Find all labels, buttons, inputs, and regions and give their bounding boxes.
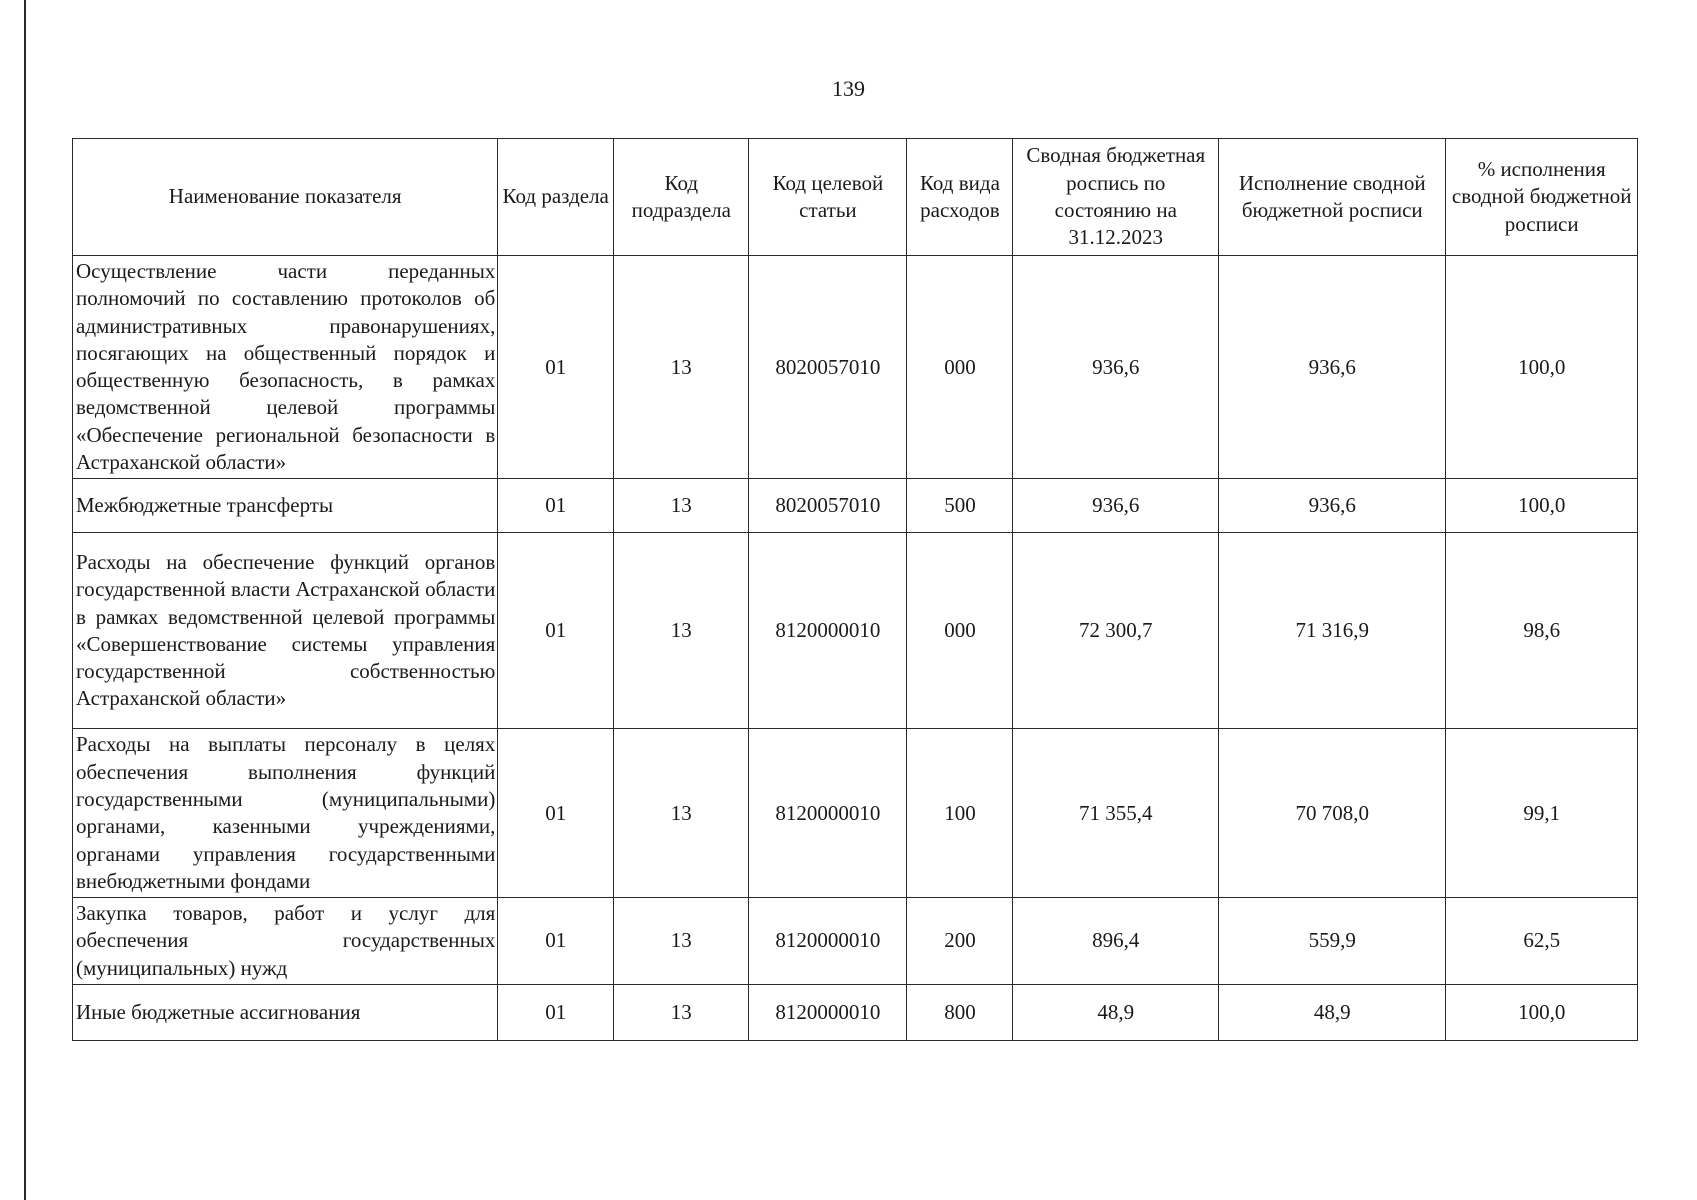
row-budget-execution: 936,6 [1219,479,1446,533]
row-section-code: 01 [498,533,614,729]
row-indicator-name: Осуществление части переданных полномочий по составлению протоколов об административных правонарушениях, посягающих на общественный порядок и общественную безопасность, в рамках ведомственной целевой программы «Обеспечение региональной безопасности в Астраханской области» [73,256,498,479]
row-indicator-name: Иные бюджетные ассигнования [73,985,498,1041]
table-row [73,479,1638,533]
row-execution-percent: 62,5 [1446,898,1638,985]
row-section-code: 01 [498,256,614,479]
row-expense-kind-code: 000 [907,256,1013,479]
row-budget-plan: 48,9 [1013,985,1219,1041]
row-expense-kind-code: 200 [907,898,1013,985]
header-budget-execution: Исполнение сводной бюджетной росписи [1219,139,1446,256]
row-subsection-code: 13 [614,985,749,1041]
row-subsection-code: 13 [614,533,749,729]
row-expense-kind-code: 500 [907,479,1013,533]
row-budget-execution: 936,6 [1219,256,1446,479]
header-budget-plan: Сводная бюджетная роспись по состоянию на 31.12.2023 [1013,139,1219,256]
header-expense-kind-code: Код вида расходов [907,139,1013,256]
row-indicator-name: Расходы на обеспечение функций органов государственной власти Астраханской области в рамках ведомственной целевой программы «Совершенствование системы управления государственной собственностью Астраханской области» [73,533,498,729]
row-budget-plan: 896,4 [1013,898,1219,985]
row-budget-execution: 70 708,0 [1219,729,1446,898]
row-target-article-code: 8120000010 [749,533,907,729]
budget-execution-table [72,138,1638,1041]
row-expense-kind-code: 000 [907,533,1013,729]
row-expense-kind-code: 100 [907,729,1013,898]
row-target-article-code: 8020057010 [749,479,907,533]
row-budget-plan: 71 355,4 [1013,729,1219,898]
row-subsection-code: 13 [614,256,749,479]
header-indicator-name: Наименование показателя [73,139,498,256]
header-subsection-code: Код подраздела [614,139,749,256]
row-indicator-name: Закупка товаров, работ и услуг для обеспечения государственных (муниципальных) нужд [73,898,498,985]
row-execution-percent: 99,1 [1446,729,1638,898]
row-target-article-code: 8120000010 [749,898,907,985]
row-target-article-code: 8120000010 [749,729,907,898]
row-target-article-code: 8120000010 [749,985,907,1041]
row-execution-percent: 100,0 [1446,985,1638,1041]
row-execution-percent: 100,0 [1446,479,1638,533]
header-execution-percent: % исполнения сводной бюджетной росписи [1446,139,1638,256]
row-target-article-code: 8020057010 [749,256,907,479]
header-section-code: Код раздела [498,139,614,256]
row-budget-plan: 72 300,7 [1013,533,1219,729]
row-budget-execution: 71 316,9 [1219,533,1446,729]
table-row [73,256,1638,479]
row-budget-execution: 48,9 [1219,985,1446,1041]
page-margin-rule [24,0,26,1200]
row-section-code: 01 [498,729,614,898]
page-number: 139 [832,76,865,101]
row-expense-kind-code: 800 [907,985,1013,1041]
row-budget-plan: 936,6 [1013,479,1219,533]
table-row [73,898,1638,985]
table-header-row [73,139,1638,256]
row-subsection-code: 13 [614,729,749,898]
row-section-code: 01 [498,898,614,985]
row-subsection-code: 13 [614,479,749,533]
row-subsection-code: 13 [614,898,749,985]
row-indicator-name: Расходы на выплаты персоналу в целях обеспечения выполнения функций государственными (муниципальными) органами, казенными учреждениями, органами управления государственными внебюджетными фондами [73,729,498,898]
row-indicator-name: Межбюджетные трансферты [73,479,498,533]
row-section-code: 01 [498,479,614,533]
table-row [73,533,1638,729]
row-section-code: 01 [498,985,614,1041]
table-row [73,729,1638,898]
header-target-article-code: Код целевой статьи [749,139,907,256]
row-budget-plan: 936,6 [1013,256,1219,479]
row-execution-percent: 100,0 [1446,256,1638,479]
row-execution-percent: 98,6 [1446,533,1638,729]
row-budget-execution: 559,9 [1219,898,1446,985]
table-row [73,985,1638,1041]
